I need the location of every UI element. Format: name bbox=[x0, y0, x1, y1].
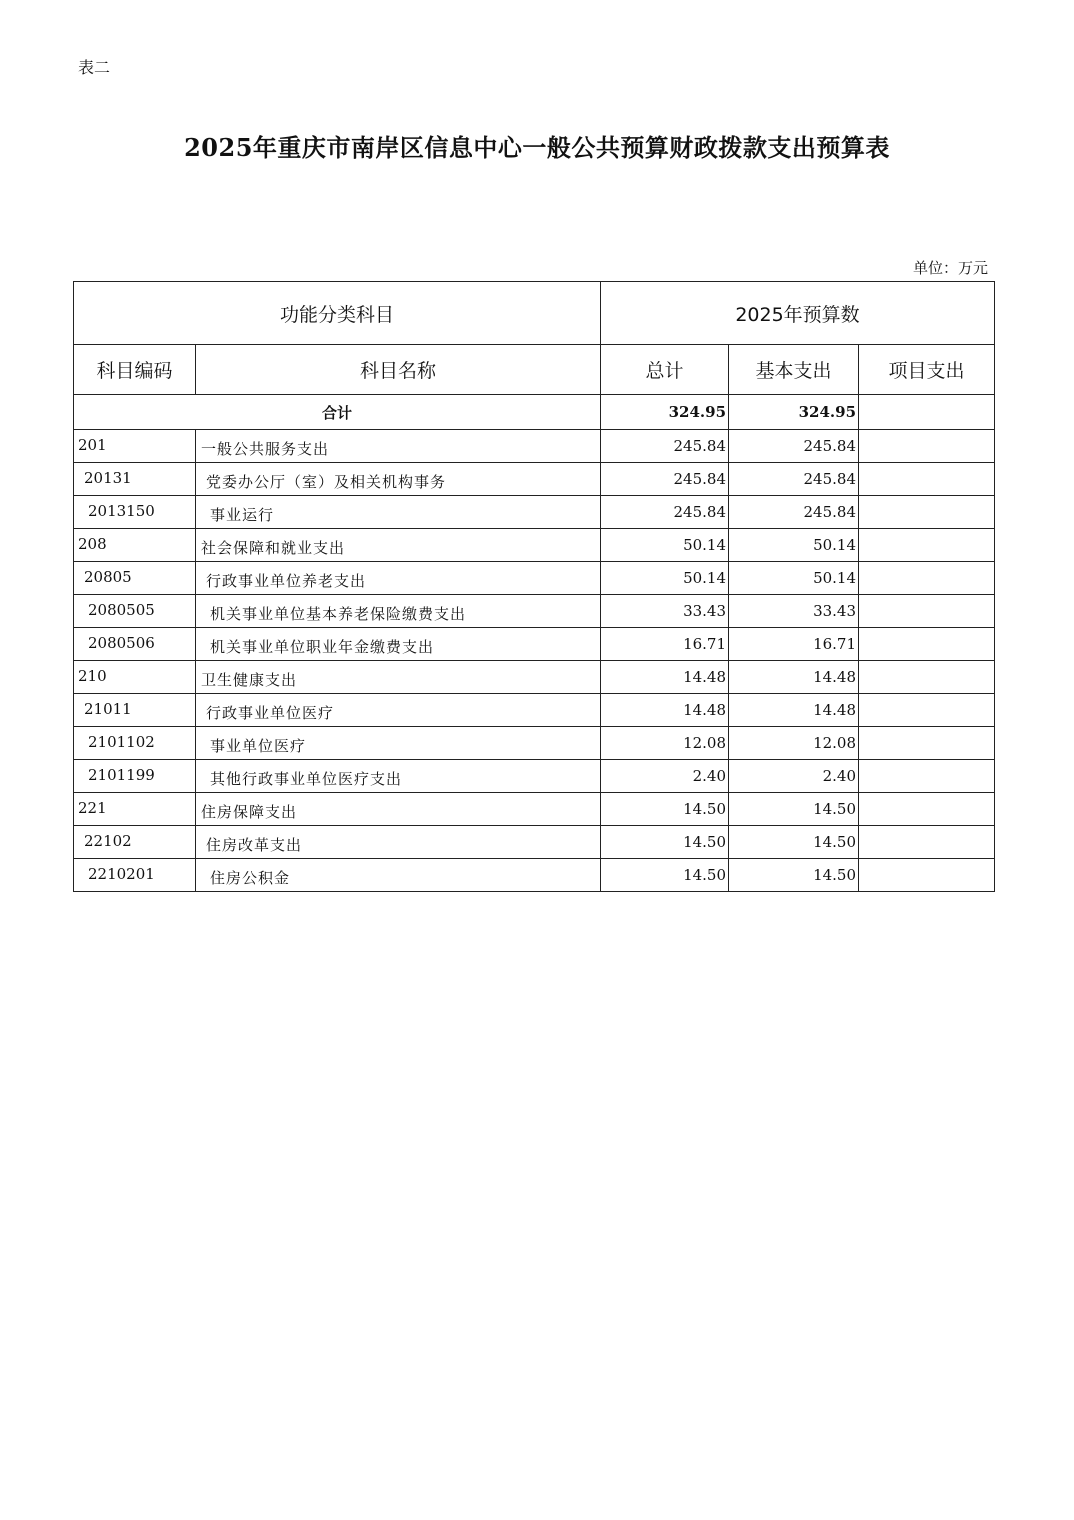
row-total: 245.84 bbox=[601, 463, 729, 496]
table-row bbox=[74, 562, 995, 595]
row-basic: 245.84 bbox=[729, 430, 859, 463]
header-basic-expenditure: 基本支出 bbox=[729, 345, 859, 395]
table-row bbox=[74, 628, 995, 661]
row-basic: 33.43 bbox=[729, 595, 859, 628]
row-name: 一般公共服务支出 bbox=[196, 430, 601, 463]
row-total: 50.14 bbox=[601, 562, 729, 595]
row-basic: 14.48 bbox=[729, 661, 859, 694]
row-basic: 245.84 bbox=[729, 463, 859, 496]
row-name: 社会保障和就业支出 bbox=[196, 529, 601, 562]
total-row bbox=[74, 395, 995, 430]
table-row bbox=[74, 694, 995, 727]
table-row bbox=[74, 826, 995, 859]
row-project bbox=[859, 562, 995, 595]
table-row bbox=[74, 727, 995, 760]
row-code: 208 bbox=[74, 529, 196, 562]
row-name: 行政事业单位医疗 bbox=[196, 694, 601, 727]
table-row bbox=[74, 661, 995, 694]
table-row bbox=[74, 496, 995, 529]
row-total: 12.08 bbox=[601, 727, 729, 760]
row-name: 住房保障支出 bbox=[196, 793, 601, 826]
row-code: 201 bbox=[74, 430, 196, 463]
row-name: 卫生健康支出 bbox=[196, 661, 601, 694]
row-code: 21011 bbox=[74, 694, 196, 727]
table-row bbox=[74, 595, 995, 628]
row-name: 机关事业单位基本养老保险缴费支出 bbox=[196, 595, 601, 628]
row-project bbox=[859, 727, 995, 760]
row-code: 2080506 bbox=[74, 628, 196, 661]
total-amount: 324.95 bbox=[601, 395, 729, 430]
row-code: 22102 bbox=[74, 826, 196, 859]
row-basic: 14.50 bbox=[729, 859, 859, 892]
row-project bbox=[859, 463, 995, 496]
row-code: 210 bbox=[74, 661, 196, 694]
header-total: 总计 bbox=[601, 345, 729, 395]
header-budget-year: 2025年预算数 bbox=[601, 282, 995, 345]
row-total: 50.14 bbox=[601, 529, 729, 562]
row-project bbox=[859, 793, 995, 826]
row-project bbox=[859, 760, 995, 793]
row-project bbox=[859, 529, 995, 562]
header-name: 科目名称 bbox=[196, 345, 601, 395]
header-functional-classification: 功能分类科目 bbox=[74, 282, 601, 345]
row-name: 住房公积金 bbox=[196, 859, 601, 892]
row-code: 2080505 bbox=[74, 595, 196, 628]
row-total: 14.50 bbox=[601, 793, 729, 826]
row-name: 党委办公厅（室）及相关机构事务 bbox=[196, 463, 601, 496]
budget-table bbox=[73, 281, 995, 892]
row-total: 245.84 bbox=[601, 496, 729, 529]
row-name: 事业单位医疗 bbox=[196, 727, 601, 760]
row-project bbox=[859, 826, 995, 859]
total-label: 合计 bbox=[74, 395, 601, 430]
row-code: 2013150 bbox=[74, 496, 196, 529]
table-row bbox=[74, 793, 995, 826]
row-basic: 14.50 bbox=[729, 826, 859, 859]
row-basic: 14.50 bbox=[729, 793, 859, 826]
row-basic: 50.14 bbox=[729, 562, 859, 595]
row-total: 14.50 bbox=[601, 826, 729, 859]
row-code: 20131 bbox=[74, 463, 196, 496]
table-number-label: 表二 bbox=[78, 58, 111, 77]
row-code: 2210201 bbox=[74, 859, 196, 892]
row-project bbox=[859, 430, 995, 463]
row-project bbox=[859, 595, 995, 628]
row-basic: 245.84 bbox=[729, 496, 859, 529]
unit-label: 单位：万元 bbox=[912, 259, 988, 277]
row-total: 2.40 bbox=[601, 760, 729, 793]
page-title: 2025年重庆市南岸区信息中心一般公共预算财政拨款支出预算表 bbox=[184, 133, 890, 162]
row-total: 14.48 bbox=[601, 694, 729, 727]
header-code: 科目编码 bbox=[74, 345, 196, 395]
row-project bbox=[859, 661, 995, 694]
table-row bbox=[74, 463, 995, 496]
total-project-amount bbox=[859, 395, 995, 430]
total-basic-amount: 324.95 bbox=[729, 395, 859, 430]
row-code: 2101199 bbox=[74, 760, 196, 793]
row-basic: 16.71 bbox=[729, 628, 859, 661]
row-project bbox=[859, 694, 995, 727]
row-name: 其他行政事业单位医疗支出 bbox=[196, 760, 601, 793]
row-total: 245.84 bbox=[601, 430, 729, 463]
header-row-columns bbox=[74, 345, 995, 395]
row-total: 14.48 bbox=[601, 661, 729, 694]
table-row bbox=[74, 529, 995, 562]
row-basic: 2.40 bbox=[729, 760, 859, 793]
row-total: 14.50 bbox=[601, 859, 729, 892]
row-project bbox=[859, 628, 995, 661]
table-row bbox=[74, 760, 995, 793]
header-project-expenditure: 项目支出 bbox=[859, 345, 995, 395]
row-code: 20805 bbox=[74, 562, 196, 595]
row-name: 机关事业单位职业年金缴费支出 bbox=[196, 628, 601, 661]
row-total: 16.71 bbox=[601, 628, 729, 661]
table-row bbox=[74, 859, 995, 892]
header-row-group bbox=[74, 282, 995, 345]
row-name: 行政事业单位养老支出 bbox=[196, 562, 601, 595]
row-basic: 50.14 bbox=[729, 529, 859, 562]
row-name: 事业运行 bbox=[196, 496, 601, 529]
table-row bbox=[74, 430, 995, 463]
row-code: 2101102 bbox=[74, 727, 196, 760]
row-basic: 12.08 bbox=[729, 727, 859, 760]
row-project bbox=[859, 859, 995, 892]
row-project bbox=[859, 496, 995, 529]
row-code: 221 bbox=[74, 793, 196, 826]
row-name: 住房改革支出 bbox=[196, 826, 601, 859]
row-basic: 14.48 bbox=[729, 694, 859, 727]
row-total: 33.43 bbox=[601, 595, 729, 628]
